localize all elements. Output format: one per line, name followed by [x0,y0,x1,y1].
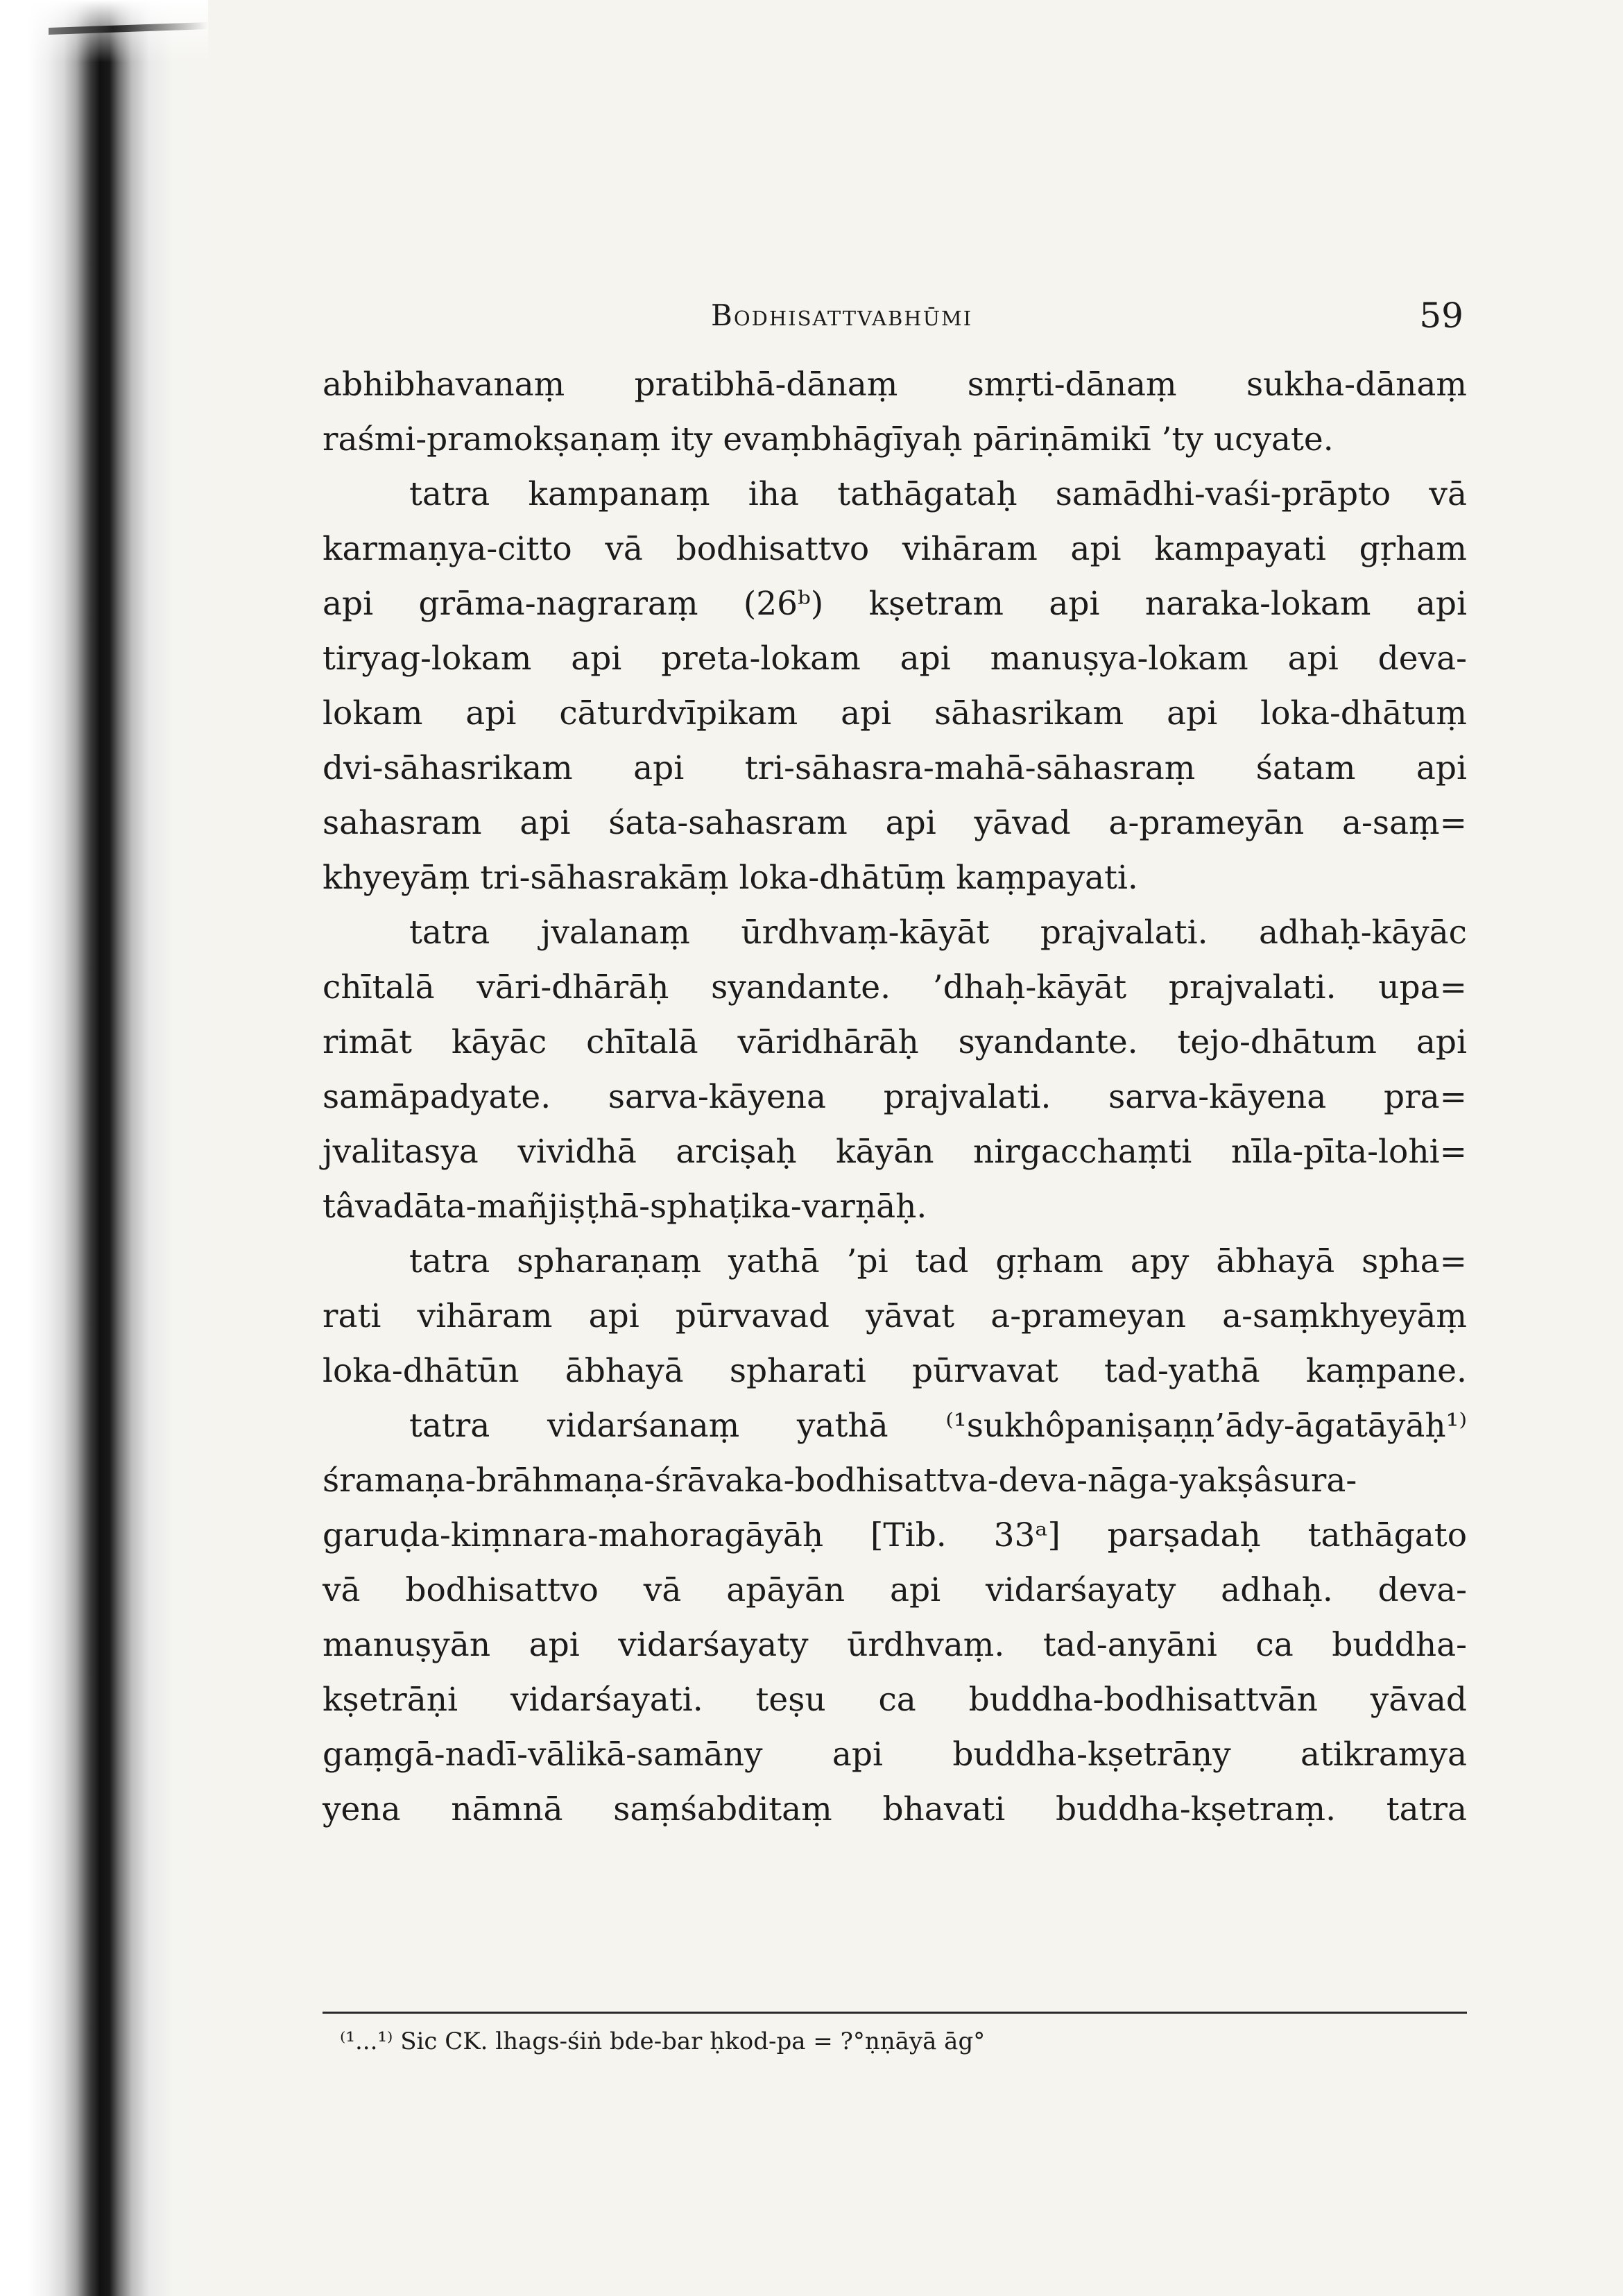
page-header [319,291,1463,347]
text-line: dvi-sāhasrikam api tri-sāhasra-mahā-sāhasraṃ śatam api [323,749,1467,787]
text-line: tatra vidarśanaṃ yathā ⁽¹sukhôpaniṣaṇṇ’ādy-āgatāyāḥ¹⁾ [409,1407,1467,1445]
text-line: tiryag-lokam api preta-lokam api manuṣya-lokam api deva- [323,640,1467,678]
text-line: tatra jvalanaṃ ūrdhvaṃ-kāyāt prajvalati. adhaḥ-kāyāc [409,914,1467,952]
text-line: tatra spharaṇaṃ yathā ’pi tad gṛham apy ābhayā spha= [409,1242,1467,1280]
text-line: kṣetrāṇi vidarśayati. teṣu ca buddha-bodhisattvān yāvad [323,1681,1467,1719]
text-line: sahasram api śata-sahasram api yāvad a-prameyān a-saṃ= [323,804,1467,842]
text-line: garuḍa-kiṃnara-mahoragāyāḥ [Tib. 33ᵃ] parṣadaḥ tathāgato [323,1516,1467,1554]
text-line: lokam api cāturdvīpikam api sāhasrikam api loka-dhātuṃ [323,694,1467,733]
text-line: gaṃgā-nadī-vālikā-samāny api buddha-kṣetrāṇy atikramya [323,1736,1467,1774]
text-line: loka-dhātūn ābhayā spharati pūrvavat tad-yathā kaṃpane. [323,1352,1467,1390]
text-line: abhibhavanaṃ pratibhā-dānaṃ smṛti-dānaṃ sukha-dānaṃ [323,366,1467,404]
page-number: 59 [1419,295,1463,336]
text-line: śramaṇa-brāhmaṇa-śrāvaka-bodhisattva-deva-nāga-yakṣâsura- [323,1462,1357,1500]
book-binding-shadow [0,0,229,2296]
text-line: chītalā vāri-dhārāḥ syandante. ’dhaḥ-kāyāt prajvalati. upa= [323,968,1467,1006]
text-line: manuṣyān api vidarśayaty ūrdhvaṃ. tad-anyāni ca buddha- [323,1626,1467,1664]
text-line: tatra kampanaṃ iha tathāgataḥ samādhi-vaśi-prāpto vā [409,475,1467,513]
text-line: yena nāmnā saṃśabditaṃ bhavati buddha-kṣetraṃ. tatra [323,1790,1467,1828]
text-line: vā bodhisattvo vā apāyān api vidarśayaty adhaḥ. deva- [323,1571,1467,1609]
text-line: raśmi-pramokṣaṇaṃ ity evaṃbhāgīyaḥ pāriṇāmikī ’ty ucyate. [323,420,1334,459]
text-line: api grāma-nagraraṃ (26ᵇ) kṣetram api naraka-lokam api [323,585,1467,623]
text-line: karmaṇya-citto vā bodhisattvo vihāram api kampayati gṛham [323,530,1467,568]
text-line: rimāt kāyāc chītalā vāridhārāḥ syandante. tejo-dhātum api [323,1023,1467,1061]
text-line: jvalitasya vividhā arciṣaḥ kāyān nirgacchaṃti nīla-pīta-lohi= [323,1133,1467,1171]
body-text [323,357,1467,1837]
text-line: rati vihāram api pūrvavad yāvat a-prameyan a-saṃkhyeyāṃ [323,1297,1467,1335]
text-line: samāpadyate. sarva-kāyena prajvalati. sarva-kāyena pra= [323,1078,1467,1116]
running-title: Bodhisattvabhūmi [711,298,973,332]
footnote-divider [323,2012,1467,2014]
text-line: tâvadāta-mañjiṣṭhā-sphaṭika-varṇāḥ. [323,1188,927,1226]
footnote: ⁽¹...¹⁾ Sic CK. lhags-śiṅ bde-bar ḥkod-pa = ?°ṇṇāyā āg° [340,2028,986,2055]
text-line: khyeyāṃ tri-sāhasrakāṃ loka-dhātūṃ kaṃpayati. [323,859,1138,897]
